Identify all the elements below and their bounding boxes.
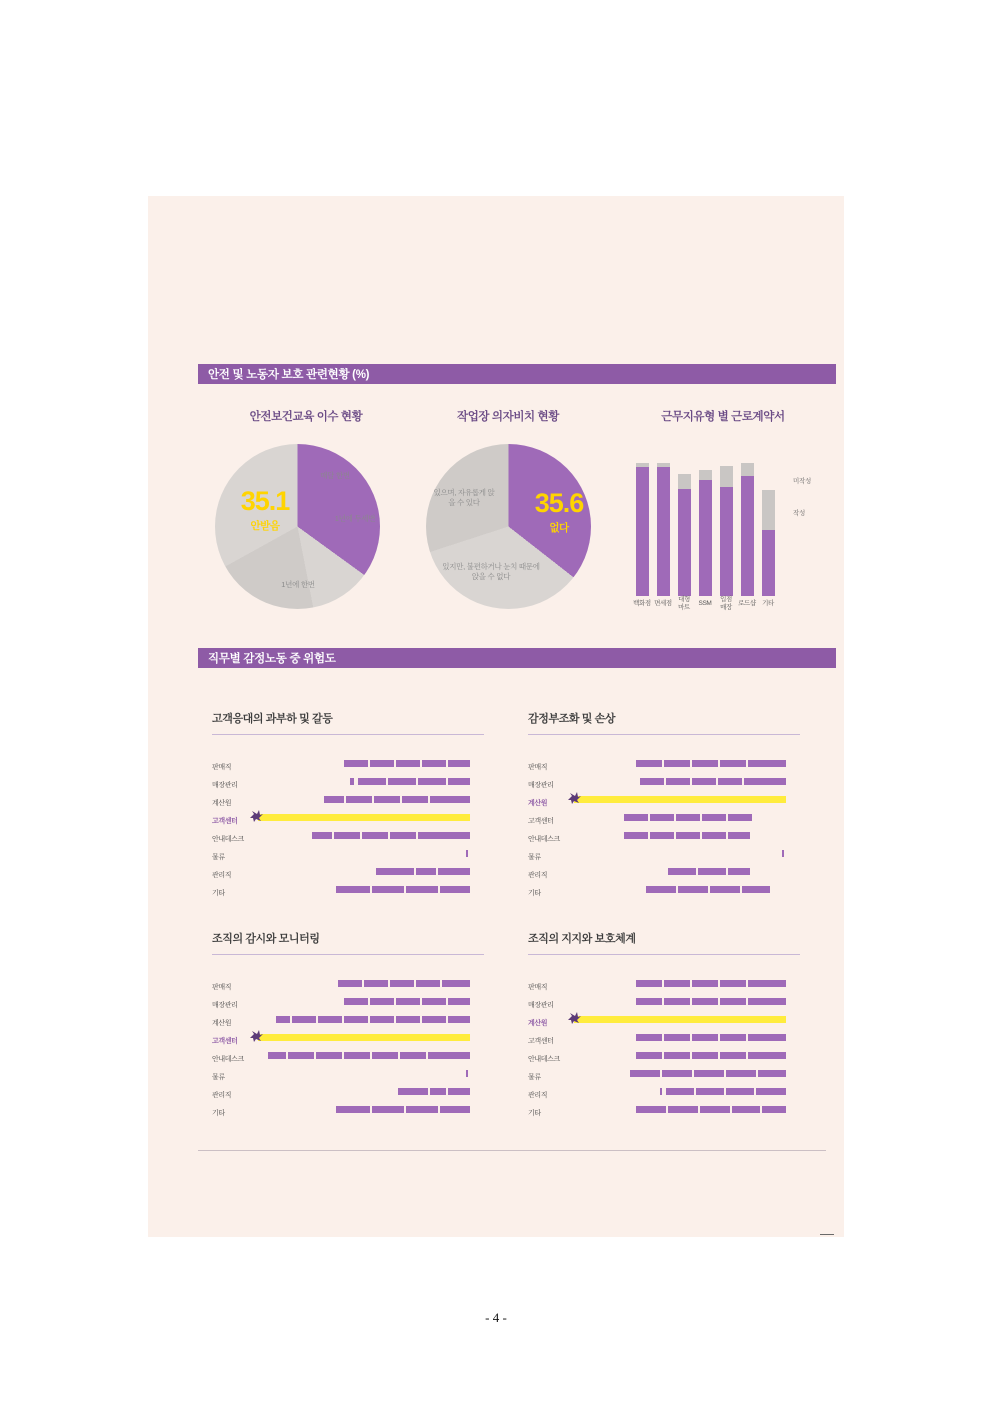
bar-column-ssm <box>699 470 712 596</box>
row-label-p3-3: 고객센터 <box>212 1038 238 1045</box>
report-page <box>148 196 844 1237</box>
row-label-p2-6: 관리직 <box>528 872 548 879</box>
bar-group-p1 <box>258 756 484 904</box>
bar-column-hypermarket <box>678 474 691 596</box>
bottom-divider <box>198 1150 826 1151</box>
page-corner-mark <box>820 1234 834 1235</box>
bar-column-roadshop <box>741 463 754 596</box>
bar-column-department-store <box>636 463 649 596</box>
bar-column-other <box>762 490 775 596</box>
pie1-label-once-year: 1년에 한번 <box>281 580 315 589</box>
panel-rule-1 <box>212 734 484 735</box>
chart-title-chair-availability: 작업장 의자비치 현황 <box>457 411 559 423</box>
pie2-center-label: 없다 <box>549 522 569 534</box>
bar-xlabel-2: 대형 마트 <box>678 596 690 611</box>
row-label-p3-5: 물류 <box>212 1074 225 1081</box>
panel-rule-2 <box>528 734 800 735</box>
pie2-label-free-to-sit: 있으며, 자유롭게 앉을 수 있다 <box>433 488 495 507</box>
bar-xlabel-1: 면세점 <box>654 600 672 607</box>
pie2-label-cannot-sit: 있지만, 불편하거나 눈치 때문에 앉을 수 없다 <box>442 562 540 581</box>
bar-xlabel-4: 입점 매장 <box>720 596 732 611</box>
row-label-p4-6: 관리직 <box>528 1092 548 1099</box>
row-label-p2-3: 고객센터 <box>528 818 554 825</box>
row-label-p2-0: 판매직 <box>528 764 548 771</box>
row-label-p1-3: 고객센터 <box>212 818 238 825</box>
panel-title-support-protection: 조직의 지지와 보호체계 <box>528 933 636 945</box>
row-label-p2-1: 매장관리 <box>528 782 554 789</box>
bar-chart-contract-by-worksite <box>636 458 786 596</box>
bar-xlabel-0: 백화점 <box>633 600 651 607</box>
bar-xlabel-5: 로드샵 <box>738 600 756 607</box>
spark-icon-p4 <box>566 1010 582 1026</box>
row-label-p3-2: 계산원 <box>212 1020 232 1027</box>
panel-rule-3 <box>212 954 484 955</box>
row-label-p2-4: 안내데스크 <box>528 836 560 843</box>
row-label-p2-2: 계산원 <box>528 800 548 807</box>
bar-xlabel-6: 기타 <box>762 600 774 607</box>
pie1-center-label: 안받음 <box>250 520 280 532</box>
spark-icon-p2 <box>566 790 582 806</box>
row-label-p1-0: 판매직 <box>212 764 232 771</box>
row-label-p4-1: 매장관리 <box>528 1002 554 1009</box>
row-label-p4-7: 기타 <box>528 1110 541 1117</box>
spark-icon-p3 <box>248 1028 264 1044</box>
row-label-p4-3: 고객센터 <box>528 1038 554 1045</box>
panel-title-emotional-dissonance: 감정부조화 및 손상 <box>528 713 616 725</box>
bar-column-instore <box>720 466 733 596</box>
bar-group-p3 <box>258 976 484 1124</box>
row-label-p1-1: 매장관리 <box>212 782 238 789</box>
page-number: - 4 - <box>485 1310 507 1325</box>
pie1-label-few-times: 1년에 두세번 <box>334 514 376 523</box>
row-label-p3-6: 관리직 <box>212 1092 232 1099</box>
chart-title-contract-by-worksite: 근무지유형 별 근로계약서 <box>661 411 785 423</box>
row-label-p3-4: 안내데스크 <box>212 1056 244 1063</box>
row-label-p4-2: 계산원 <box>528 1020 548 1027</box>
spark-icon-p1 <box>248 808 264 824</box>
panel-title-customer-overload: 고객응대의 과부하 및 갈등 <box>212 713 333 725</box>
panel-title-monitoring: 조직의 감시와 모니터링 <box>212 933 320 945</box>
row-label-p4-5: 물류 <box>528 1074 541 1081</box>
section-header-safety: 안전 및 노동자 보호 관련현황 (%) <box>198 364 836 384</box>
row-label-p1-5: 물류 <box>212 854 225 861</box>
row-label-p3-0: 판매직 <box>212 984 232 991</box>
pie2-center-value: 35.6 <box>534 488 584 518</box>
bar-column-duty-free <box>657 463 670 596</box>
pie1-center-value: 35.1 <box>240 486 290 516</box>
row-label-p4-0: 판매직 <box>528 984 548 991</box>
bar-legend-written: 작성 <box>793 510 805 517</box>
row-label-p2-7: 기타 <box>528 890 541 897</box>
pie1-label-monthly: 매달 한번 <box>320 471 350 480</box>
row-label-p3-1: 매장관리 <box>212 1002 238 1009</box>
bar-xlabel-3: SSM <box>698 600 712 607</box>
panel-rule-4 <box>528 954 800 955</box>
chart-title-safety-education: 안전보건교육 이수 현황 <box>249 411 363 423</box>
bar-legend-unwritten: 미작성 <box>793 478 811 485</box>
row-label-p1-2: 계산원 <box>212 800 232 807</box>
row-label-p1-4: 안내데스크 <box>212 836 244 843</box>
row-label-p3-7: 기타 <box>212 1110 225 1117</box>
section-header-emotional-labor: 직무별 감정노동 중 위험도 <box>198 648 836 668</box>
bar-group-p2 <box>574 756 800 904</box>
row-label-p4-4: 안내데스크 <box>528 1056 560 1063</box>
row-label-p1-7: 기타 <box>212 890 225 897</box>
bar-group-p4 <box>574 976 800 1124</box>
row-label-p2-5: 물류 <box>528 854 541 861</box>
row-label-p1-6: 관리직 <box>212 872 232 879</box>
